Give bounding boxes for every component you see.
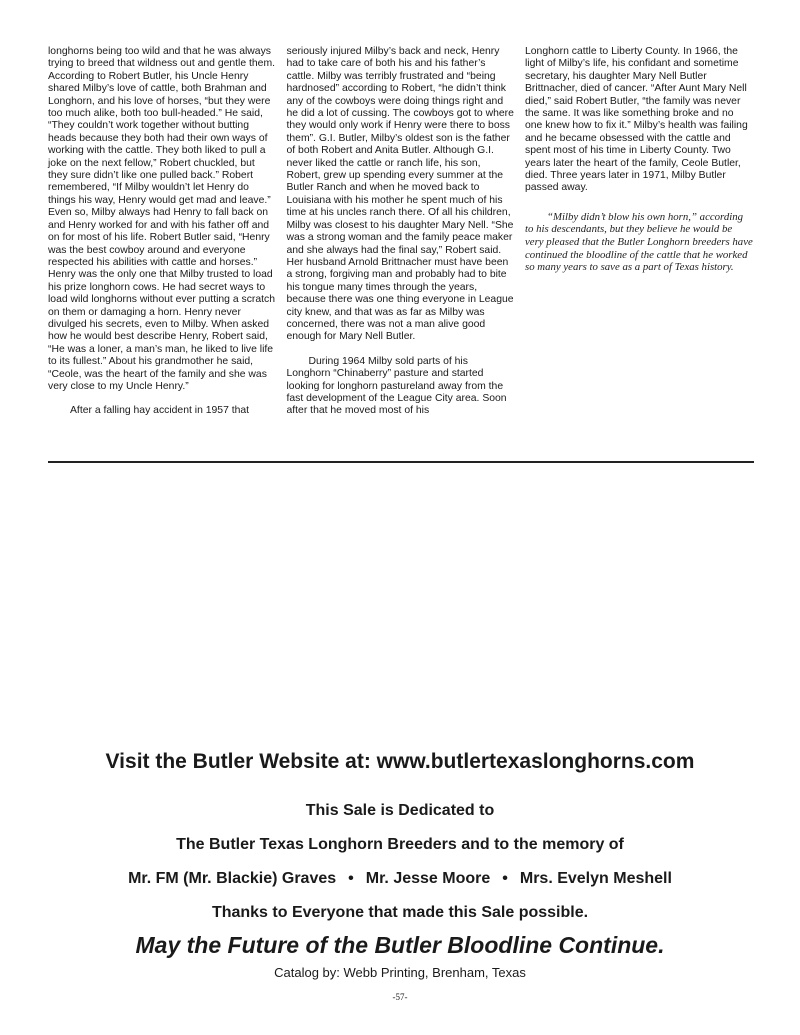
memorial-name-moore: Mr. Jesse Moore bbox=[365, 870, 491, 887]
catalog-credit: Catalog by: Webb Printing, Brenham, Texas bbox=[274, 965, 526, 980]
pull-quote: “Milby didn’t blow his own horn,” according to his descendants, but they believe he would be very pleased that the Butler Longhorn breeders have continued the bloodline of the cattle that he worked so many years to save as a part of Texas history. bbox=[525, 210, 753, 274]
memorial-names bbox=[0, 870, 800, 888]
memorial-name-graves: Mr. FM (Mr. Blackie) Graves bbox=[128, 870, 337, 887]
memorial-name-meshell: Mrs. Evelyn Meshell bbox=[519, 870, 672, 887]
column-1-paragraph-2: After a falling hay accident in 1957 that bbox=[70, 405, 250, 417]
article-column-3 bbox=[525, 46, 753, 418]
dedication-line-2: The Butler Texas Longhorn Breeders and to the memory of bbox=[176, 836, 624, 853]
bullet-separator: • bbox=[348, 870, 354, 887]
page-number: -57- bbox=[392, 992, 408, 1002]
website-line: Visit the Butler Website at: www.butlertexaslonghorns.com bbox=[105, 750, 695, 773]
dedication-line-1: This Sale is Dedicated to bbox=[305, 802, 495, 819]
section-divider bbox=[48, 461, 754, 463]
article-column-2 bbox=[287, 46, 515, 418]
column-1-paragraph-1: longhorns being too wild and that he was always trying to breed that wildness out and gentle them. According to Robert Butler, his Uncle Henry shared Milby’s love of cattle, both Brahman and Longhorn, and his love of horses, “but they were too much alike, both too bull-headed.” He said, “They couldn’t work together without butting heads because they both had their own ways of working with the cattle. They both liked to pull a joke on the next fellow,” Robert chuckled, but they sure didn’t like one pulled back.” Robert remembered, “If Milby wouldn’t let Henry do things his way, Henry would get mad and leave.” Even so, Milby always had Henry to fall back on and Henry worked for and with his father off and on for most of his life. Robert Butler said, “Henry was the best cowboy around and everyone respected his abilities with cattle and horses.” Henry was the only one that Milby trusted to load his prize longhorn cows. He had secret ways to load wild longhorns without ever putting a scratch on them or damaging a horn. Henry never divulged his secrets, even to Milby. When asked how he would best describe Henry, Robert said, “He was a loner, a man’s man, he liked to live life to its fullest.” About his grandmother he said, “Ceole, was the heart of the family and she was very close to my Uncle Henry.” bbox=[48, 46, 276, 392]
article-column-1 bbox=[48, 46, 276, 418]
article-columns bbox=[48, 46, 753, 418]
bullet-separator: • bbox=[502, 870, 508, 887]
column-2-paragraph-2: During 1964 Milby sold parts of his Longhorn “Chinaberry” pasture and started looking for longhorn pastureland away from the fast development of the League City area. Soon after that he moved most of his bbox=[286, 355, 507, 417]
column-2-paragraph-1: seriously injured Milby’s back and neck, Henry had to take care of both his and his father’s cattle. Milby was terribly frustrated and “being hardnosed” according to Robert, “he didn’t think any of the cowboys were doing things right and he did a lot of cussing. The cowboys got to where they would only work if Henry were there to boss them”. G.I. Butler, Milby’s oldest son is the father of both Robert and Anita Butler. Although G.I. never liked the cattle or ranch life, his son, Robert, grew up spending every summer at the Butler Ranch and when he moved back to Louisiana with his mother he spent much of his time at his uncles ranch there. Of all his children, Milby was closest to his daughter Mary Nell. “She was a strong woman and the family peace maker and she always had the final say,” Robert said. Her husband Arnold Brittnacher must have been a strong, forgiving man and probably had to bite his tongue many times through the years, because there was one thing everyone in League city knew, and that was as far as Milby was concerned, there was not a man alive good enough for Mary Nell Butler. bbox=[286, 46, 514, 343]
column-3-paragraph-1: Longhorn cattle to Liberty County. In 1966, the light of Milby’s life, his confidant and sometime secretary, his daughter Mary Nell Butler Brittnacher, died of cancer. “After Aunt Mary Nell died,” said Robert Butler, “the family was never the same. It was like something broke and no one knew how to fix it.” Milby’s health was failing and he became obsessed with the cattle and spent most of his time in Liberty County. Two years later the heart of the family, Ceole Butler, died. Three years later in 1971, Milby Butler passed away. bbox=[525, 46, 748, 194]
thanks-line: Thanks to Everyone that made this Sale possible. bbox=[211, 904, 589, 921]
motto-line: May the Future of the Butler Bloodline Continue. bbox=[135, 932, 665, 958]
